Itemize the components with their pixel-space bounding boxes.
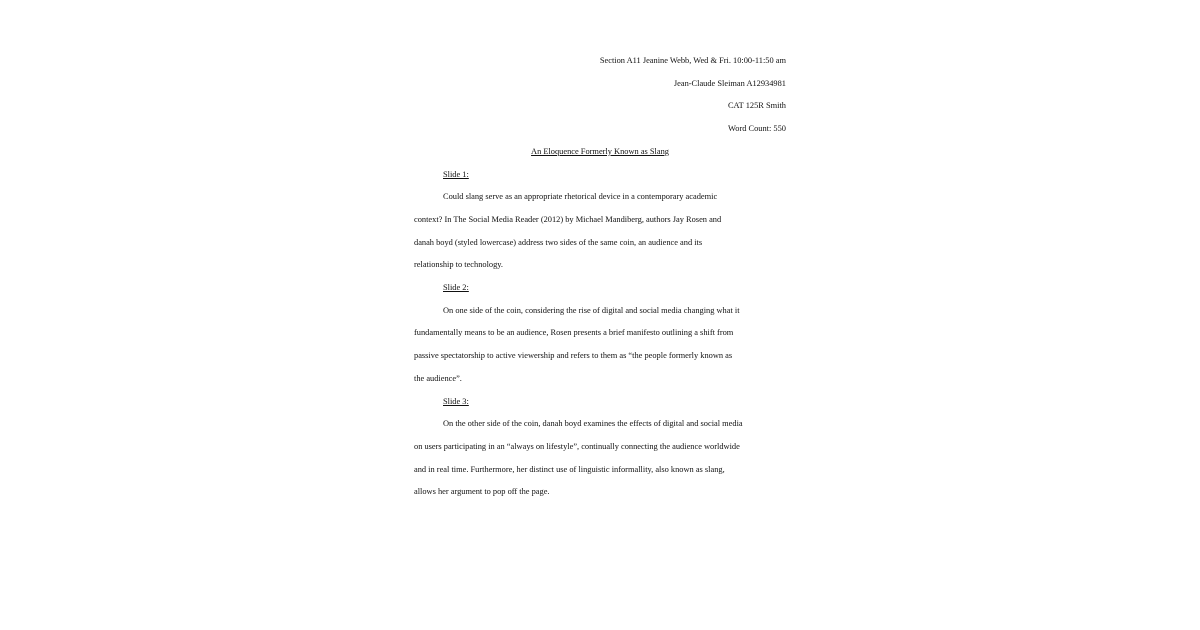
paragraph-line: fundamentally means to be an audience, Rosen presents a brief manifesto outlining a shift from: [414, 328, 734, 338]
slide-3-paragraph: [414, 413, 786, 504]
word-count-line: Word Count: 550: [728, 124, 786, 134]
student-info-line: Jean-Claude Sleiman A12934981: [673, 78, 786, 88]
document-page: [414, 50, 786, 504]
section-info-line: Section A11 Jeanine Webb, Wed & Fri. 10:00-11:50 am: [599, 56, 786, 65]
slide-heading: Slide 2:: [443, 283, 469, 293]
course-info-line: CAT 125R Smith: [727, 101, 786, 111]
paragraph-line: Could slang serve as an appropriate rhetorical device in a contemporary academic: [443, 192, 718, 202]
paragraph-line: context? In The Social Media Reader (2012) by Michael Mandiberg, authors Jay Rosen and: [414, 214, 722, 224]
paragraph-line: On the other side of the coin, danah boyd examines the effects of digital and social media: [443, 419, 743, 429]
slide-1-paragraph: [414, 186, 786, 277]
slide-3-heading-container: [414, 391, 786, 414]
paragraph-line: On one side of the coin, considering the rise of digital and social media changing what it: [443, 305, 740, 315]
paragraph-line: relationship to technology.: [414, 260, 504, 270]
paragraph-line: and in real time. Furthermore, her distinct use of linguistic informallity, also known as slang,: [414, 464, 725, 474]
slide-1-heading-container: [414, 164, 786, 187]
paragraph-line: danah boyd (styled lowercase) address two sides of the same coin, an audience and its: [414, 237, 703, 247]
slide-2-heading-container: [414, 277, 786, 300]
paragraph-line: allows her argument to pop off the page.: [414, 487, 550, 497]
slide-2-paragraph: [414, 300, 786, 391]
document-title-container: [414, 141, 786, 164]
paragraph-line: passive spectatorship to active viewership and refers to them as “the people formerly known as: [414, 351, 733, 361]
slide-heading: Slide 3:: [443, 396, 469, 406]
paragraph-line: the audience”.: [414, 373, 462, 383]
document-title: An Eloquence Formerly Known as Slang: [531, 146, 669, 156]
paragraph-line: on users participating in an “always on lifestyle”, continually connecting the audience worldwide: [414, 441, 740, 451]
slide-heading: Slide 1:: [443, 169, 469, 179]
